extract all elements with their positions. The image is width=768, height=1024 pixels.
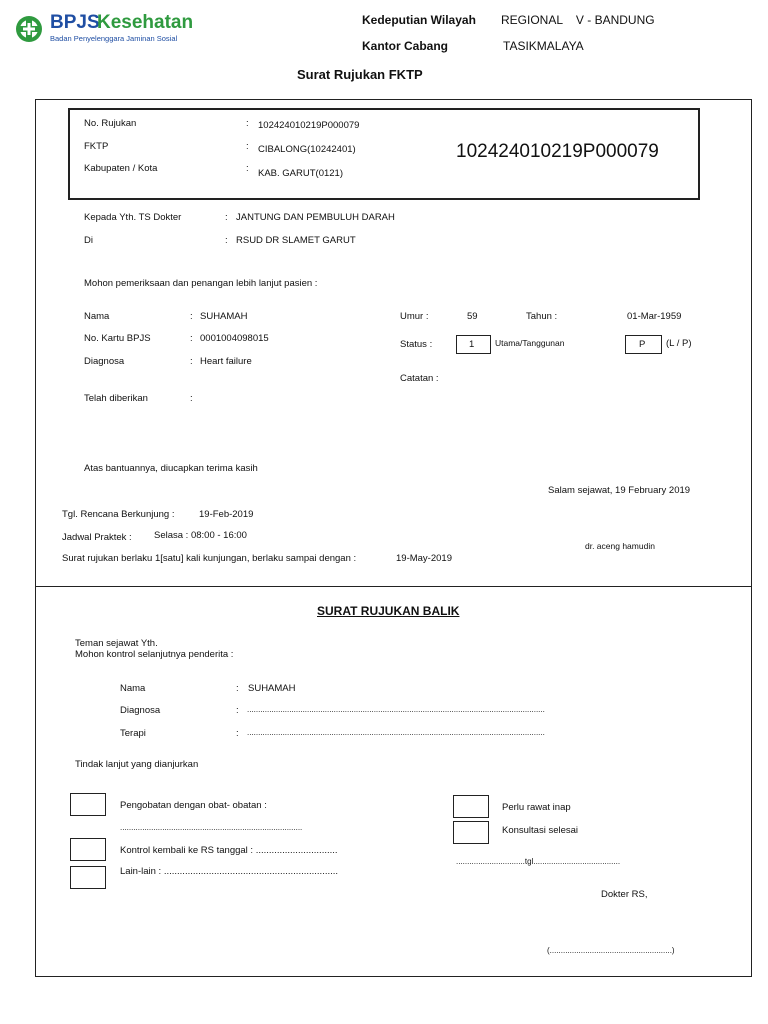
nama-value: SUHAMAH	[200, 311, 248, 322]
thanks-text: Atas bantuannya, diucapkan terima kasih	[84, 463, 258, 474]
balik-title: SURAT RUJUKAN BALIK	[317, 604, 460, 618]
balik-nama-value: SUHAMAH	[248, 683, 296, 694]
tgl-rencana-label: Tgl. Rencana Berkunjung :	[62, 509, 175, 520]
kepada-value: JANTUNG DAN PEMBULUH DARAH	[236, 212, 395, 223]
balik-diagnosa-label: Diagnosa	[120, 705, 161, 716]
konsultasi-text: Konsultasi selesai	[502, 825, 579, 836]
di-value: RSUD DR SLAMET GARUT	[236, 235, 356, 246]
kartu-label: No. Kartu BPJS	[84, 333, 151, 344]
big-referral-number: 102424010219P000079	[456, 141, 659, 162]
colon-kepada: :	[225, 212, 228, 223]
cabang-value: TASIKMALAYA	[503, 39, 584, 53]
teman-text: Teman sejawat Yth.	[75, 638, 158, 649]
fktp-value: CIBALONG(10242401)	[258, 144, 356, 155]
status-desc: Utama/Tanggunan	[495, 338, 565, 348]
doctor-name: dr. aceng hamudin	[585, 541, 655, 551]
pengobatan-field[interactable]: ..................................................................................	[120, 823, 303, 832]
colon-di: :	[225, 235, 228, 246]
page-title: Surat Rujukan FKTP	[297, 67, 423, 82]
lain-text[interactable]: Lain-lain : ..................................................................	[120, 866, 339, 877]
status-value: 1	[469, 339, 475, 350]
rawat-inap-text: Perlu rawat inap	[502, 802, 571, 813]
gender-value: P	[639, 339, 646, 350]
mohon-text: Mohon pemeriksaan dan penangan lebih lanjut pasien :	[84, 278, 318, 289]
colon-balik-terapi: :	[236, 728, 239, 739]
rawat-inap-checkbox[interactable]	[453, 795, 489, 818]
kartu-value: 0001004098015	[200, 333, 269, 344]
logo-brand-kesehatan: Kesehatan	[97, 12, 194, 33]
balik-terapi-field[interactable]: ......................................................................................................................................	[247, 728, 545, 737]
nama-label: Nama	[84, 311, 110, 322]
kabupaten-label: Kabupaten / Kota	[84, 163, 158, 174]
berlaku-text: Surat rujukan berlaku 1[satu] kali kunjungan, berlaku sampai dengan :	[62, 553, 357, 564]
deputi-label: Kedeputian Wilayah	[362, 13, 476, 27]
logo-tagline: Badan Penyelenggara Jaminan Sosial	[50, 34, 178, 43]
berlaku-value: 19-May-2019	[396, 553, 452, 564]
pengobatan-checkbox[interactable]	[70, 793, 106, 816]
salam-text: Salam sejawat, 19 February 2019	[548, 485, 691, 496]
telah-label: Telah diberikan	[84, 393, 148, 404]
jadwal-value: Selasa : 08:00 - 16:00	[154, 530, 247, 541]
colon-1: :	[246, 118, 249, 129]
logo-brand-bpjs: BPJS	[50, 12, 100, 33]
diagnosa-label: Diagnosa	[84, 356, 125, 367]
colon-nama: :	[190, 311, 193, 322]
colon-kartu: :	[190, 333, 193, 344]
balik-terapi-label: Terapi	[120, 728, 146, 739]
colon-telah: :	[190, 393, 193, 404]
balik-diagnosa-field[interactable]: ......................................................................................................................................	[247, 705, 545, 714]
balik-nama-label: Nama	[120, 683, 146, 694]
umur-label: Umur :	[400, 311, 429, 322]
kontrol-checkbox[interactable]	[70, 838, 106, 861]
tahun-label: Tahun :	[526, 311, 558, 322]
umur-value: 59	[467, 311, 478, 322]
no-rujukan-value: 102424010219P000079	[258, 120, 360, 131]
colon-diagnosa: :	[190, 356, 193, 367]
tindak-text: Tindak lanjut yang dianjurkan	[75, 759, 199, 770]
di-label: Di	[84, 235, 93, 246]
kepada-label: Kepada Yth. TS Dokter	[84, 212, 182, 223]
pengobatan-text: Pengobatan dengan obat- obatan :	[120, 800, 267, 811]
bpjs-logo-emblem-icon	[14, 14, 44, 44]
tgl-rencana-value: 19-Feb-2019	[199, 509, 254, 520]
lain-checkbox[interactable]	[70, 866, 106, 889]
catatan-label: Catatan :	[400, 373, 439, 384]
signature-line[interactable]: (.......................................................)	[547, 946, 675, 955]
kontrol-text[interactable]: Kontrol kembali ke RS tanggal : ...............................	[120, 845, 338, 856]
no-rujukan-label: No. Rujukan	[84, 118, 137, 129]
mohon-kontrol-text: Mohon kontrol selanjutnya penderita :	[75, 649, 234, 660]
status-label: Status :	[400, 339, 433, 350]
fktp-label: FKTP	[84, 141, 109, 152]
dokter-rs-text: Dokter RS,	[601, 889, 648, 900]
deputi-value: REGIONAL V - BANDUNG	[501, 13, 655, 27]
tahun-value: 01-Mar-1959	[627, 311, 682, 322]
kabupaten-value: KAB. GARUT(0121)	[258, 168, 343, 179]
tgl-line[interactable]: ...............................tgl.......................................	[456, 857, 621, 866]
colon-balik-nama: :	[236, 683, 239, 694]
bpjs-logo	[14, 12, 194, 46]
colon-2: :	[246, 141, 249, 152]
cabang-label: Kantor Cabang	[362, 39, 449, 53]
gender-desc: (L / P)	[666, 338, 692, 349]
colon-3: :	[246, 163, 249, 174]
jadwal-label: Jadwal Praktek :	[62, 532, 132, 543]
colon-balik-diagnosa: :	[236, 705, 239, 716]
konsultasi-checkbox[interactable]	[453, 821, 489, 844]
diagnosa-value: Heart failure	[200, 356, 252, 367]
